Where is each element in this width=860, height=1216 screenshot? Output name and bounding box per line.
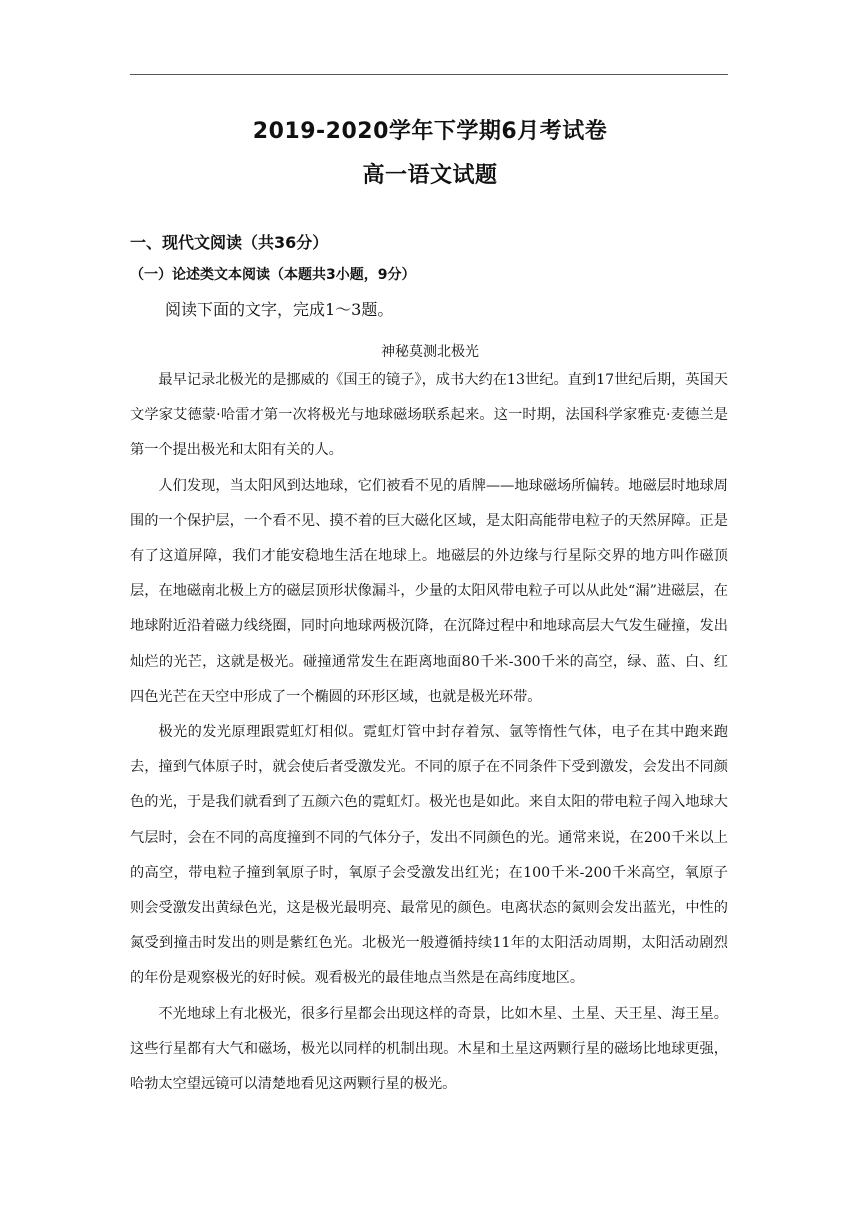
article-paragraph: 不光地球上有北极光，很多行星都会出现这样的奇景，比如木星、土星、天王星、海王星。这些行星都有大气和磁场，极光以同样的机制出现。木星和土星这两颗行星的磁场比地球更强，哈勃太空望远镜可以清楚地看见这两颗行星的极光。 bbox=[130, 1005, 728, 1093]
article-paragraph: 最早记录北极光的是挪威的《国王的镜子》，成书大约在13世纪。直到17世纪后期，英国天文学家艾德蒙·哈雷才第一次将极光与地球磁场联系起来。这一时期，法国科学家雅克·麦德兰是第一个提出极光和太阳有关的人。 bbox=[130, 372, 728, 459]
header-rule bbox=[130, 74, 728, 75]
section-heading: 一、现代文阅读（共36分） bbox=[130, 233, 329, 252]
article-paragraph: 极光的发光原理跟霓虹灯相似。霓虹灯管中封存着氖、氩等惰性气体，电子在其中跑来跑去，撞到气体原子时，就会使后者受激发光。不同的原子在不同条件下受到激发，会发出不同颜色的光，于是我们就看到了五颜六色的霓虹灯。极光也是如此。来自太阳的带电粒子闯入地球大气层时，会在不同的高度撞到不同的气体分子，发出不同颜色的光。通常来说，在200千米以上的高空，带电粒子撞到氧原子时，氧原子会受激发出红光；在100千米-200千米高空，氧原子则会受激发出黄绿色光，这是极光最明亮、最常见的颜色。电离状态的氮则会发出蓝光，中性的氮受到撞击时发出的则是紫红色光。北极光一般遵循持续11年的太阳活动周期，太阳活动剧烈的年份是观察极光的好时候。观看极光的最佳地点当然是在高纬度地区。 bbox=[130, 724, 728, 987]
exam-subtitle: 高一语文试题 bbox=[362, 163, 498, 188]
article-title: 神秘莫测北极光 bbox=[381, 344, 479, 360]
subsection-heading: （一）论述类文本阅读（本题共3小题，9分） bbox=[130, 267, 416, 283]
article-paragraph: 人们发现，当太阳风到达地球，它们被看不见的盾牌——地球磁场所偏转。地磁层时地球周围的一个保护层，一个看不见、摸不着的巨大磁化区域，是太阳高能带电粒子的天然屏障。正是有了这道屏障，我们才能安稳地生活在地球上。地磁层的外边缘与行星际交界的地方叫作磁顶层，在地磁南北极上方的磁层顶形状像漏斗，少量的太阳风带电粒子可以从此处“漏”进磁层，在地球附近沿着磁力线绕圈，同时向地球两极沉降，在沉降过程中和地球高层大气发生碰撞，发出灿烂的光芒，这就是极光。碰撞通常发生在距离地面80千米-300千米的高空，绿、蓝、白、红四色光芒在天空中形成了一个椭圆的环形区域，也就是极光环带。 bbox=[130, 477, 728, 705]
article-body bbox=[130, 363, 728, 1102]
reading-instruction: 阅读下面的文字，完成1～3题。 bbox=[165, 300, 394, 319]
exam-title: 2019-2020学年下学期6月考试卷 bbox=[252, 119, 608, 144]
